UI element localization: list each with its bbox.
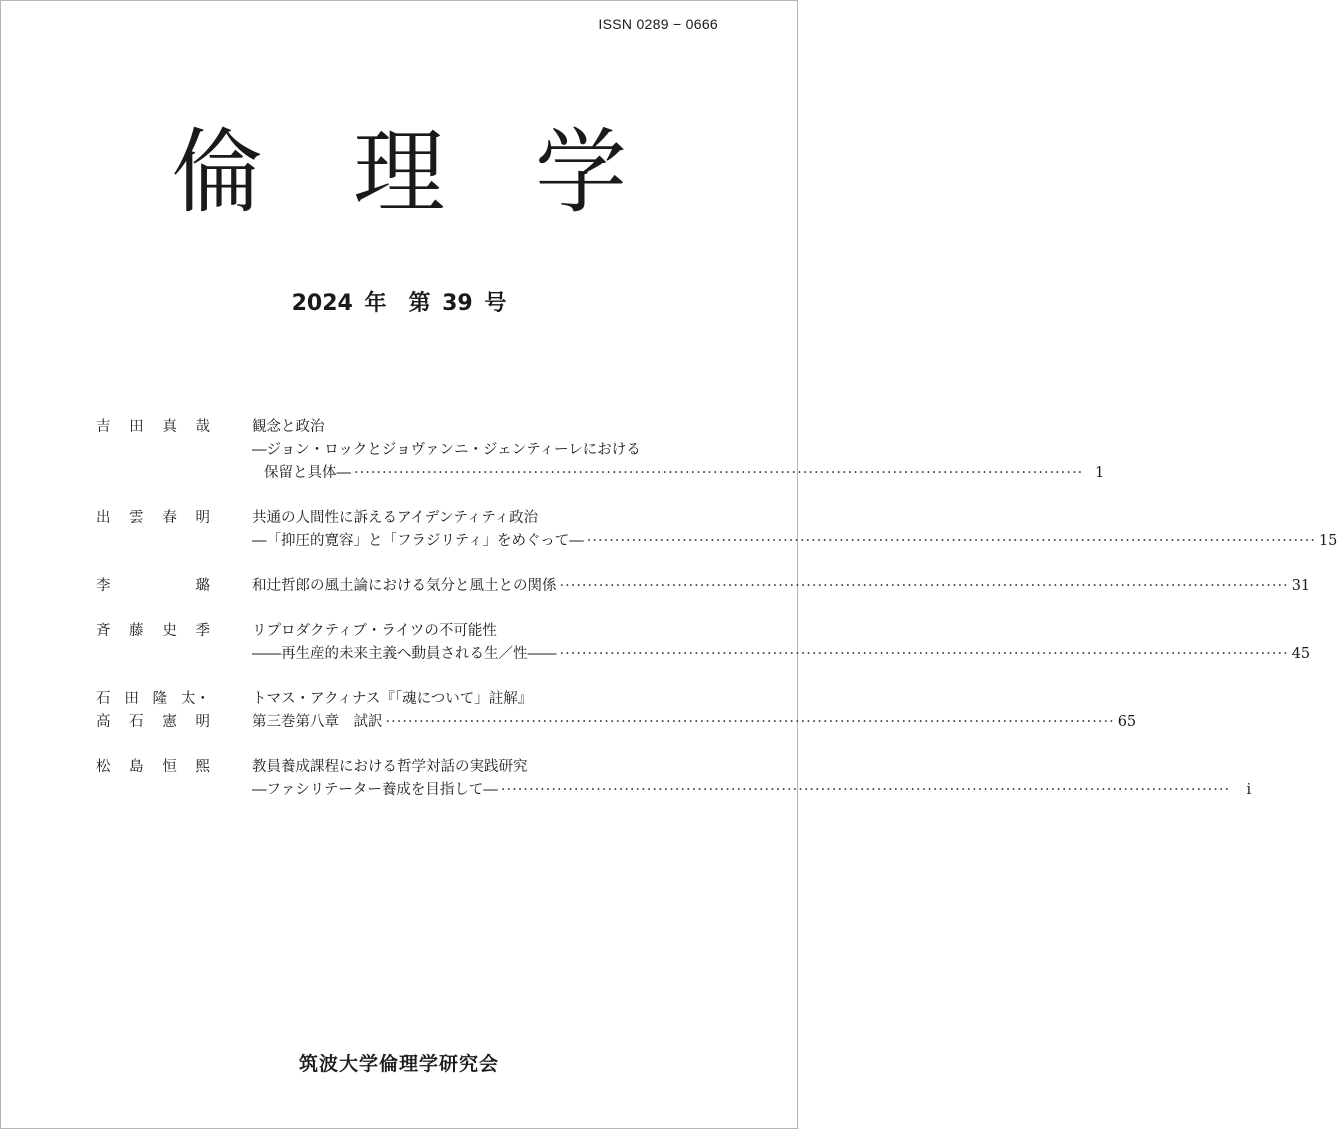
article-title-text: 和辻哲郎の風土論における気分と風土との関係	[252, 578, 557, 594]
article-subtitle-line	[252, 643, 1310, 666]
author-name-char: 憲	[162, 714, 177, 730]
toc-entry	[96, 756, 1252, 802]
author-name	[96, 620, 210, 643]
article-title-text: 観念と政治	[252, 419, 325, 435]
page-number: 31	[1291, 578, 1311, 594]
author-name-char: 斉	[96, 623, 111, 639]
journal-title: 倫理学	[170, 119, 717, 226]
author-name	[96, 416, 210, 439]
table-of-contents	[96, 416, 1337, 824]
article-subtitle-line	[252, 779, 1251, 802]
toc-article	[252, 756, 1251, 802]
article-subtitle-line	[252, 439, 1104, 462]
author-name-char: 明	[195, 510, 210, 526]
article-title-text: 共通の人間性に訴えるアイデンティティ政治	[252, 510, 539, 526]
article-title	[252, 620, 1310, 643]
author-name-char: 島	[129, 759, 144, 775]
author-name	[96, 756, 210, 779]
page-number: 45	[1291, 646, 1311, 662]
dot-leader	[560, 643, 1289, 666]
article-title-text: ―「抑圧的寛容」と「フラジリティ」をめぐって―	[252, 533, 584, 549]
toc-entry	[96, 507, 1337, 553]
author-name-char: 璐	[195, 578, 210, 594]
page-number: 65	[1117, 714, 1137, 730]
article-title	[252, 507, 1337, 530]
article-title-text: 教員養成課程における哲学対話の実践研究	[252, 759, 528, 775]
page-number: i	[1246, 782, 1252, 798]
author-name	[96, 507, 210, 530]
article-title	[252, 575, 1310, 598]
author-name-char: 李	[96, 578, 111, 594]
article-title	[252, 688, 1136, 711]
toc-authors	[96, 620, 252, 666]
issue-line: 2024 年 第 39 号	[291, 291, 507, 316]
toc-entry	[96, 688, 1137, 734]
dot-leader	[354, 462, 1083, 485]
issn-number: ISSN 0289 − 0666	[598, 16, 718, 32]
author-name-char: 田	[129, 419, 144, 435]
toc-authors	[96, 688, 252, 734]
author-name-char: 恒	[162, 759, 177, 775]
author-name-char: 真	[162, 419, 177, 435]
author-name-char: 雲	[129, 510, 144, 526]
author-name-char: 明	[195, 714, 210, 730]
author-name-char: 熙	[195, 759, 210, 775]
dot-leader	[560, 575, 1289, 598]
toc-entry	[96, 575, 1311, 598]
toc-article	[252, 575, 1310, 598]
author-name-char: 春	[162, 510, 177, 526]
publisher-name: 筑波大学倫理学研究会	[298, 1053, 499, 1075]
toc-authors	[96, 575, 252, 598]
article-title-text: 第三巻第八章 試訳	[252, 714, 383, 730]
toc-entry	[96, 620, 1311, 666]
author-name	[96, 711, 210, 734]
article-subtitle-line	[252, 530, 1337, 553]
author-name-char: 石	[96, 691, 111, 707]
article-subtitle-line	[252, 711, 1136, 734]
page-number: 15	[1318, 533, 1337, 549]
author-name-char: 史	[162, 623, 177, 639]
author-name-char: 出	[96, 510, 111, 526]
author-name-char: 田	[124, 691, 139, 707]
toc-article	[252, 507, 1337, 553]
dot-leader	[587, 530, 1316, 553]
article-subtitle-line	[252, 462, 1104, 485]
toc-article	[252, 620, 1310, 666]
article-title-text: ―ジョン・ロックとジョヴァンニ・ジェンティーレにおける	[252, 442, 641, 458]
toc-authors	[96, 507, 252, 553]
author-name-char: 高	[96, 714, 111, 730]
toc-authors	[96, 416, 252, 485]
article-title-text: リプロダクティブ・ライツの不可能性	[252, 623, 497, 639]
article-title-text: トマス・アクィナス『「魂について」註解』	[252, 691, 533, 707]
article-title-text: ――再生産的未来主義へ動員される生／性――	[252, 646, 557, 662]
article-title-text: 保留と具体―	[264, 465, 351, 481]
toc-authors	[96, 756, 252, 802]
author-name	[96, 575, 210, 598]
author-name	[96, 688, 210, 711]
author-name-char: 隆	[152, 691, 168, 707]
author-name-char: 哉	[195, 419, 210, 435]
article-title	[252, 416, 1104, 439]
page-number: 1	[1094, 465, 1105, 481]
toc-article	[252, 416, 1104, 485]
toc-entry	[96, 416, 1105, 485]
author-name-char: 太・	[180, 691, 210, 707]
toc-article	[252, 688, 1136, 734]
dot-leader	[501, 779, 1230, 802]
author-name-char: 吉	[96, 419, 111, 435]
article-title-text: ―ファシリテーター養成を目指して―	[252, 782, 498, 798]
author-name-char: 藤	[129, 623, 144, 639]
author-name-char: 石	[129, 714, 144, 730]
article-title	[252, 756, 1251, 779]
author-name-char: 季	[195, 623, 210, 639]
author-name-char: 松	[96, 759, 111, 775]
dot-leader	[386, 711, 1115, 734]
